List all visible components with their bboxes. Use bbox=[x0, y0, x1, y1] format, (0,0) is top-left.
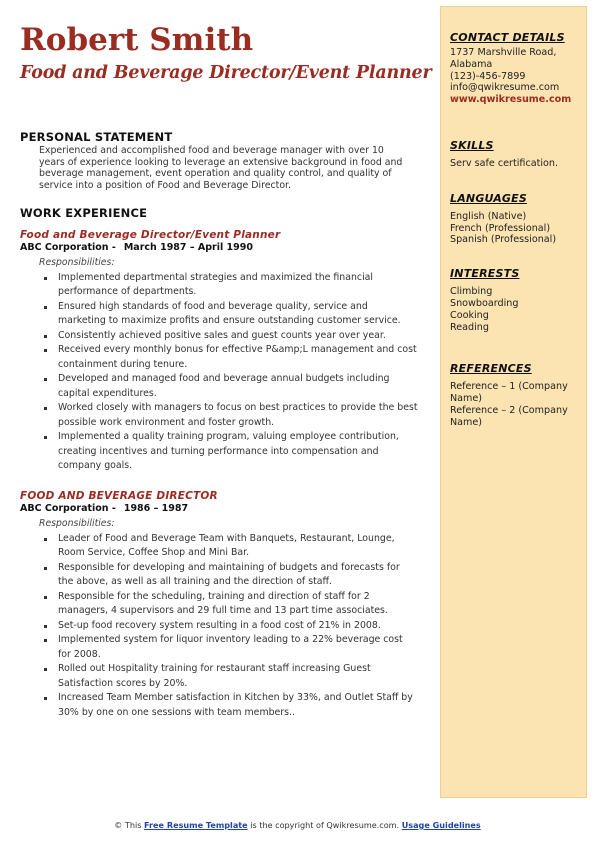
candidate-name: Robert Smith bbox=[20, 22, 254, 58]
list-item: Increased Team Member satisfaction in Kitchen by 33%, and Outlet Staff by 30% by one on one sessions with team members.. bbox=[58, 691, 418, 720]
list-item: Developed and managed food and beverage annual budgets including capital expenditures. bbox=[58, 372, 418, 401]
responsibilities-label: Responsibilities: bbox=[39, 256, 115, 268]
job-dates: 1986 – 1987 bbox=[123, 502, 189, 514]
responsibility-list bbox=[20, 532, 418, 720]
interest-item: Climbing bbox=[450, 286, 493, 298]
email-link[interactable]: info@qwikresume.com bbox=[450, 82, 560, 94]
job-company bbox=[20, 503, 425, 515]
references-heading: REFERENCES bbox=[450, 362, 532, 376]
copyright-text: © This bbox=[114, 820, 142, 830]
languages-heading: LANGUAGES bbox=[450, 191, 527, 205]
job-title: FOOD AND BEVERAGE DIRECTOR bbox=[20, 489, 218, 502]
contact-heading: CONTACT DETAILS bbox=[450, 31, 565, 44]
footer bbox=[0, 820, 595, 830]
list-item: Worked closely with managers to focus on best practices to provide the best possible work environment and foster growth. bbox=[58, 401, 418, 430]
interest-item: Snowboarding bbox=[450, 297, 519, 309]
job-dates: March 1987 – April 1990 bbox=[123, 241, 253, 253]
list-item: Consistently achieved positive sales and guest counts year over year. bbox=[58, 329, 418, 343]
list-item: Implemented system for liquor inventory leading to a 22% beverage cost for 2008. bbox=[58, 633, 418, 662]
job-entry bbox=[20, 229, 425, 474]
job-entry bbox=[20, 490, 425, 720]
list-item: Implemented a quality training program, valuing employee contribution, creating incentives and turning performance into compensation and company goals. bbox=[58, 430, 418, 473]
usage-guidelines-link[interactable]: Usage Guidelines bbox=[401, 820, 481, 830]
list-item: Received every monthly bonus for effective P&amp;L management and cost containment during tenure. bbox=[58, 343, 418, 372]
list-item: Set-up food recovery system resulting in a food cost of 21% in 2008. bbox=[58, 619, 418, 633]
sidebar-content bbox=[450, 31, 582, 429]
work-experience-heading: WORK EXPERIENCE bbox=[20, 205, 148, 220]
responsibilities-label: Responsibilities: bbox=[39, 517, 115, 529]
language-item: English (Native) bbox=[450, 210, 527, 222]
address-line-2: Alabama bbox=[450, 58, 493, 70]
address-line-1: 1737 Marshville Road, bbox=[450, 47, 557, 58]
candidate-title: Food and Beverage Director/Event Planner bbox=[20, 63, 432, 83]
list-item: Rolled out Hospitality training for restaurant staff increasing Guest Satisfaction scores by 20%. bbox=[58, 662, 418, 691]
skill-item: Serv safe certification. bbox=[450, 157, 559, 169]
website-link[interactable]: www.qwikresume.com bbox=[450, 94, 572, 106]
language-item: Spanish (Professional) bbox=[450, 234, 557, 246]
interest-item: Reading bbox=[450, 321, 489, 333]
sidebar bbox=[440, 6, 587, 798]
responsibility-list bbox=[20, 271, 418, 474]
phone: (123)-456-7899 bbox=[450, 70, 526, 82]
list-item: Implemented departmental strategies and maximized the financial performance of departments. bbox=[58, 271, 418, 300]
list-item: Leader of Food and Beverage Team with Banquets, Restaurant, Lounge, Room Service, Coffee Shop and Mini Bar. bbox=[58, 532, 418, 561]
list-item: Ensured high standards of food and beverage quality, service and marketing to maximize profits and ensure outstanding customer service. bbox=[58, 300, 418, 329]
main-column bbox=[20, 20, 432, 720]
company-name: ABC Corporation - bbox=[20, 241, 116, 253]
language-item: French (Professional) bbox=[450, 222, 551, 234]
copyright-middle: is the copyright of Qwikresume.com. bbox=[250, 820, 400, 830]
job-company bbox=[20, 242, 425, 254]
reference-item: Reference – 1 (Company Name) bbox=[450, 381, 568, 405]
skills-heading: SKILLS bbox=[450, 138, 494, 152]
list-item: Responsible for developing and maintaining of budgets and forecasts for the above, as well as all training and the direction of staff. bbox=[58, 561, 418, 590]
job-title: Food and Beverage Director/Event Planner bbox=[20, 228, 281, 241]
free-resume-template-link[interactable]: Free Resume Template bbox=[144, 820, 248, 830]
personal-statement-text: Experienced and accomplished food and beverage manager with over 10 years of experience looking to leverage an extensive background in food and beverage management, event operation and quality control, and quality of service into a position of Food and Beverage Director. bbox=[39, 145, 403, 192]
interests-heading: INTERESTS bbox=[450, 267, 520, 281]
list-item: Responsible for the scheduling, training and direction of staff for 2 managers, 4 supervisors and 29 full time and 13 part time associates. bbox=[58, 590, 418, 619]
reference-item: Reference – 2 (Company Name) bbox=[450, 404, 568, 428]
company-name: ABC Corporation - bbox=[20, 502, 116, 514]
interest-item: Cooking bbox=[450, 309, 489, 321]
personal-statement-heading: PERSONAL STATEMENT bbox=[20, 130, 173, 144]
